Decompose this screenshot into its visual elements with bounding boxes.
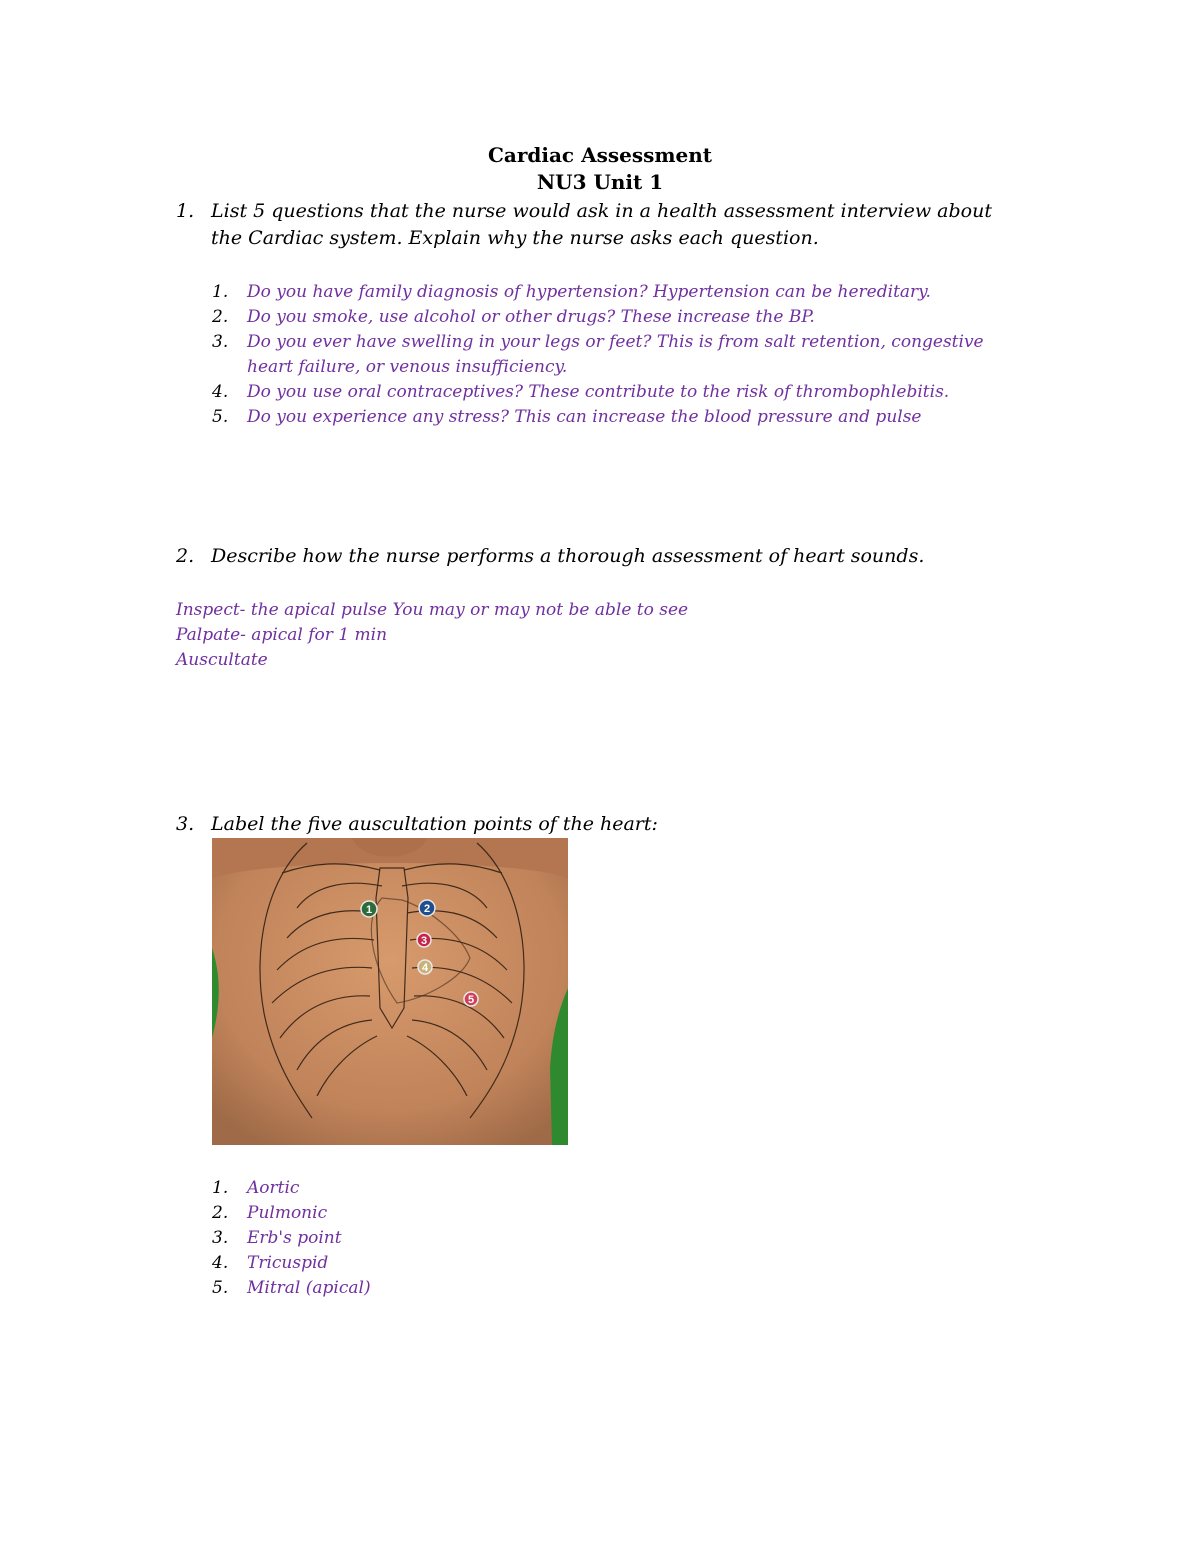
list-number: 5. <box>212 1278 229 1298</box>
list-item <box>212 1176 1012 1201</box>
answer-text: Aortic <box>247 1178 300 1198</box>
answer-text: Erb's point <box>247 1228 342 1248</box>
svg-text:1: 1 <box>365 904 373 916</box>
answer-line: Palpate- apical for 1 min <box>176 625 388 645</box>
list-number: 3. <box>212 332 229 352</box>
svg-text:5: 5 <box>467 994 475 1006</box>
question-number: 1. <box>176 200 195 222</box>
list-item <box>212 405 1012 430</box>
question-text: List 5 questions that the nurse would ask in a health assessment interview about the Cardiac system. Explain why the nurse asks each question. <box>211 200 992 249</box>
list-item <box>212 305 1012 330</box>
list-number: 1. <box>212 1178 229 1198</box>
question-3 <box>176 811 1006 838</box>
list-item <box>212 1251 1012 1276</box>
answer-text: Do you smoke, use alcohol or other drugs? These increase the BP. <box>247 307 815 327</box>
list-number: 4. <box>212 1253 229 1273</box>
marker-erbs-point <box>417 933 431 947</box>
answer-text: Do you use oral contraceptives? These contribute to the risk of thrombophlebitis. <box>247 382 950 402</box>
answer-text: Do you ever have swelling in your legs or feet? This is from salt retention, congestive heart failure, or venous insufficiency. <box>247 332 984 377</box>
list-number: 1. <box>212 282 229 302</box>
question-3-answers <box>212 1176 1012 1301</box>
list-number: 2. <box>212 1203 229 1223</box>
question-2-answer <box>176 598 976 673</box>
answer-line: Auscultate <box>176 650 268 670</box>
question-text: Label the five auscultation points of the heart: <box>211 813 658 835</box>
svg-text:2: 2 <box>423 903 431 915</box>
document-subtitle: NU3 Unit 1 <box>536 170 664 194</box>
marker-tricuspid <box>418 960 432 974</box>
list-item <box>212 380 1012 405</box>
marker-mitral <box>464 992 478 1006</box>
answer-text: Do you experience any stress? This can increase the blood pressure and pulse <box>247 407 922 427</box>
question-2 <box>176 543 1006 570</box>
marker-aortic <box>361 901 377 917</box>
list-item <box>212 1276 1012 1301</box>
question-1 <box>176 198 1006 252</box>
answer-text: Do you have family diagnosis of hypertension? Hypertension can be hereditary. <box>247 282 931 302</box>
answer-text: Pulmonic <box>247 1203 328 1223</box>
answer-text: Mitral (apical) <box>247 1278 371 1298</box>
svg-text:3: 3 <box>420 935 428 947</box>
list-item <box>212 1226 1012 1251</box>
list-number: 2. <box>212 307 229 327</box>
marker-pulmonic <box>419 900 435 916</box>
question-number: 2. <box>176 545 195 567</box>
list-number: 5. <box>212 407 229 427</box>
question-text: Describe how the nurse performs a thorough assessment of heart sounds. <box>211 545 925 567</box>
list-number: 3. <box>212 1228 229 1248</box>
list-item <box>212 280 1012 305</box>
document-title: Cardiac Assessment <box>487 143 713 167</box>
svg-text:4: 4 <box>421 962 429 974</box>
question-1-answers <box>212 280 1012 430</box>
answer-line: Inspect- the apical pulse You may or may not be able to see <box>176 600 689 620</box>
list-number: 4. <box>212 382 229 402</box>
answer-text: Tricuspid <box>247 1253 329 1273</box>
list-item <box>212 1201 1012 1226</box>
question-number: 3. <box>176 813 195 835</box>
list-item <box>212 330 1012 380</box>
chest-auscultation-figure <box>212 838 568 1145</box>
